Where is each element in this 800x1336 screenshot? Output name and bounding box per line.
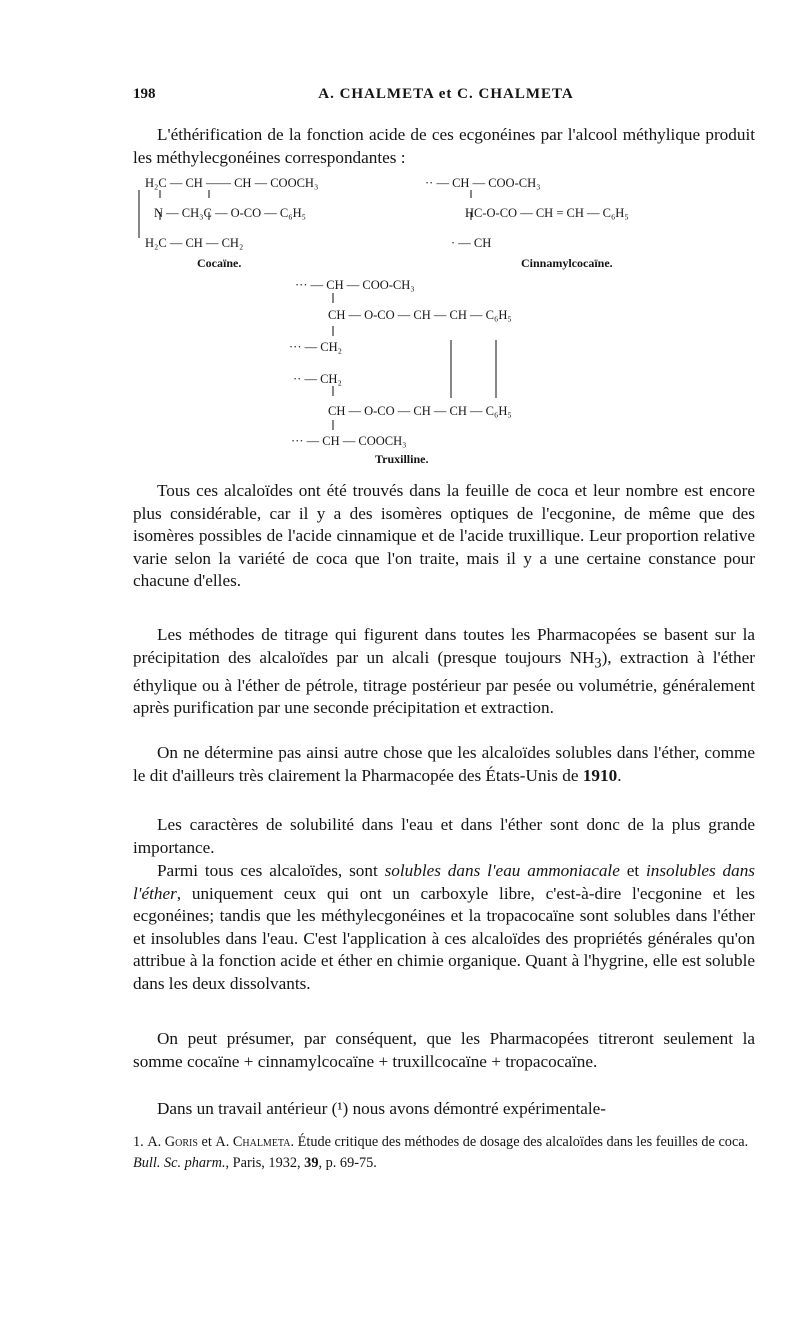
cinnamyl-row-1: ·· — CH — COO-CH₃ bbox=[425, 176, 541, 190]
page-header bbox=[133, 86, 759, 110]
paragraph-5-italic-2: insolubles dans l'éther bbox=[133, 861, 755, 903]
footnote-author-1: A. Goris bbox=[147, 1134, 198, 1150]
paragraph-4: Les caractères de solubilité dans l'eau et dans l'éther sont donc de la plus grande importance. bbox=[133, 815, 755, 857]
paragraph-7: Dans un travail antérieur (¹) nous avons démontré expérimentale- bbox=[157, 1099, 606, 1118]
truxilline-row-6: ··· — CH — COOCH₃ bbox=[291, 434, 407, 448]
cinnamyl-row-3: · — CH bbox=[451, 236, 492, 250]
paragraph-3-text-b: . bbox=[617, 765, 622, 785]
paragraph-5-italic-1: solubles dans l'eau ammoniacale bbox=[384, 861, 620, 880]
footnote-volume: 39 bbox=[304, 1155, 319, 1171]
truxilline-row-5: CH — O-CO — CH — CH — C₆H₅ bbox=[328, 404, 512, 418]
running-head: A. CHALMETA et C. CHALMETA bbox=[318, 86, 574, 102]
footnote-number: 1. bbox=[133, 1134, 144, 1150]
cocaine-row-2: N — CH₃C — O-CO — C₆H₅ bbox=[154, 206, 306, 220]
truxilline-row-1: ··· — CH — COO-CH₃ bbox=[295, 278, 415, 292]
intro-paragraph: L'éthérification de la fonction acide de ces ecgonéines par l'alcool méthylique produit les méthylecgonéines correspondantes : bbox=[133, 125, 755, 167]
paragraph-2-text-b: ), extraction à l'éther éthylique ou à l'éther de pétrole, titrage postérieur par pesée ou volumétrie, généralement après purification par une seconde précipitation et extraction. bbox=[133, 647, 756, 718]
paragraph-2 bbox=[133, 624, 755, 720]
paragraph-5-text-c: , uniquement ceux qui ont un carboxyle libre, c'est-à-dire l'ecgonine et les ecgonéines; tandis que les méthylecgonéines et la tropacocaïne sont solubles dans l'éther et insolubles dans l'eau. C'est l'application à ces alcaloïdes des propriétés générales qu'on attribue à la fonction acide et éther en chimie organique. Quant à l'hygrine, elle est soluble dans les deux dissolvants. bbox=[133, 883, 755, 993]
paragraph-3-text-a: On ne détermine pas ainsi autre chose que les alcaloïdes solubles dans l'éther, comme le dit d'ailleurs très clairement la Pharmacopée des États-Unis de bbox=[133, 743, 755, 785]
paragraph-2-text-a: Les méthodes de titrage qui figurent dans toutes les Pharmacopées se basent sur la précipitation des alcaloïdes par un alcali (presque toujours NH bbox=[133, 625, 755, 667]
truxilline-caption: Truxilline. bbox=[375, 452, 429, 466]
cinnamyl-row-2: HC-O-CO — CH = CH — C₆H₅ bbox=[465, 206, 629, 220]
footnote-place: , Paris, 1932, bbox=[225, 1155, 305, 1171]
cocaine-row-3: H₂C — CH — CH₂ bbox=[145, 236, 244, 250]
footnote-pages: , p. 69-75. bbox=[318, 1155, 377, 1171]
paragraph-3-year: 1910 bbox=[582, 765, 618, 785]
truxilline-row-3: ··· — CH₂ bbox=[289, 340, 342, 354]
footnote-and: et bbox=[197, 1134, 216, 1150]
cocaine-caption: Cocaïne. bbox=[197, 256, 242, 270]
footnote-author-2: A. Chalmeta bbox=[215, 1134, 291, 1150]
cocaine-row-1: H₂C — CH —— CH — COOCH₃ bbox=[145, 176, 319, 190]
footnote bbox=[133, 1132, 757, 1174]
chemical-formulas bbox=[133, 168, 753, 468]
paragraph-1: Tous ces alcaloïdes ont été trouvés dans la feuille de coca et leur nombre est encore plus considérable, car il y a des isomères optiques de l'ecgonine, de même que des isomères possibles de l'acide cinnamique et de l'acide truxillique. Leur proportion relative varie selon la variété de coca que l'on traite, mais il y a une certaine constance pour chacune d'elles. bbox=[133, 481, 755, 591]
page-number: 198 bbox=[133, 86, 156, 102]
paragraph-5-text-a: Parmi tous ces alcaloïdes, sont bbox=[157, 861, 385, 880]
truxilline-row-4: ·· — CH₂ bbox=[293, 372, 342, 386]
paragraph-3 bbox=[133, 742, 755, 787]
paragraph-5 bbox=[133, 860, 755, 996]
truxilline-row-2: CH — O-CO — CH — CH — C₆H₅ bbox=[328, 308, 512, 322]
paragraph-2-subscript: 3 bbox=[594, 655, 602, 672]
paragraph-6: On peut présumer, par conséquent, que les Pharmacopées titreront seulement la somme cocaïne + cinnamylcocaïne + truxillcocaïne + tropacocaïne. bbox=[133, 1029, 755, 1071]
cinnamyl-caption: Cinnamylcocaïne. bbox=[521, 256, 613, 270]
paragraph-5-text-b: et bbox=[619, 861, 646, 880]
footnote-journal: Bull. Sc. pharm. bbox=[133, 1155, 226, 1171]
footnote-title: . Étude critique des méthodes de dosage des alcaloïdes dans les feuilles de coca. bbox=[290, 1134, 749, 1150]
